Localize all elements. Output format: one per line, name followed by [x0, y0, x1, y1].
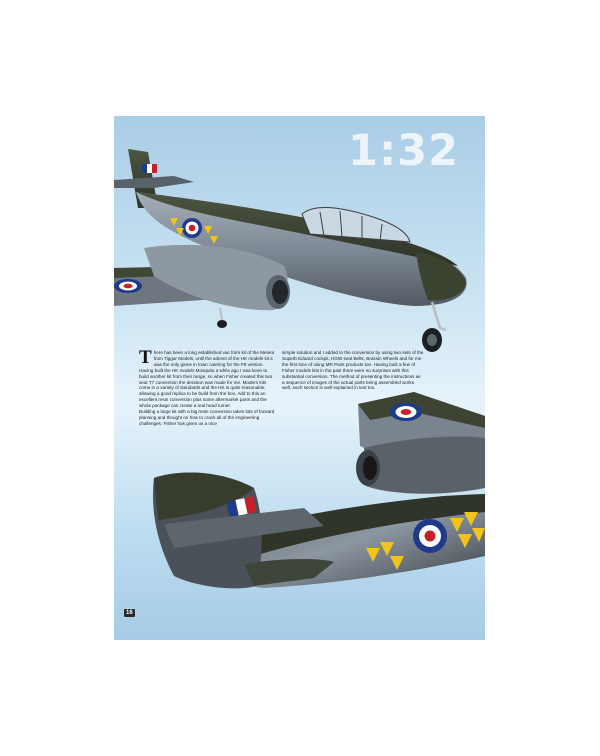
magazine-page	[114, 116, 485, 640]
drop-cap: T	[139, 347, 152, 368]
upper-wing-roundel	[390, 403, 422, 421]
rear-fuselage-roundel	[413, 519, 447, 553]
meteor-top-aircraft	[114, 149, 467, 352]
article-column-1	[139, 347, 277, 427]
column-1-paragraph-1: here has been a long established vac form kit of the Meteor from Tiggar Models, until the advent of the HK models kit it was the only game in town catering for the F8 version. Having built the HK models Mosquito a while ago I was keen to build another kit from their range, so when Fisher created this two seat T7 conversion the decision was made for me. Modern kits come in a variety of standards and the HK is quite reasonable, allowing a good replica to be build from the box. Add to this an excellent resin conversion plus some aftermarket parts and the whole package can create a real head turner.	[139, 350, 275, 409]
column-1-paragraph-2: Building a large kit with a big resin conversion takes lots of forward planning and thought on how to crack all of the engineering challenges. Fisher has given us a nice	[139, 409, 275, 426]
scale-title: 1:32	[348, 126, 459, 176]
page-number: 16	[126, 610, 133, 616]
column-2-paragraph: simple solution and I added to the conversion by using two sets of the Superb Eduard cockpit, HGW seat Belts, Brassin Wheels and for me the first time of using MR Paint products too. Having built a few of Fisher models kits in the past there were no surprises with this substantial conversion. The method of presenting the instructions as a sequence of images of the actual parts being assembled works well, each section is well explained in text too.	[282, 350, 424, 391]
fuselage-roundel	[182, 218, 202, 238]
wing-roundel	[114, 279, 142, 293]
article-column-2	[282, 350, 424, 391]
